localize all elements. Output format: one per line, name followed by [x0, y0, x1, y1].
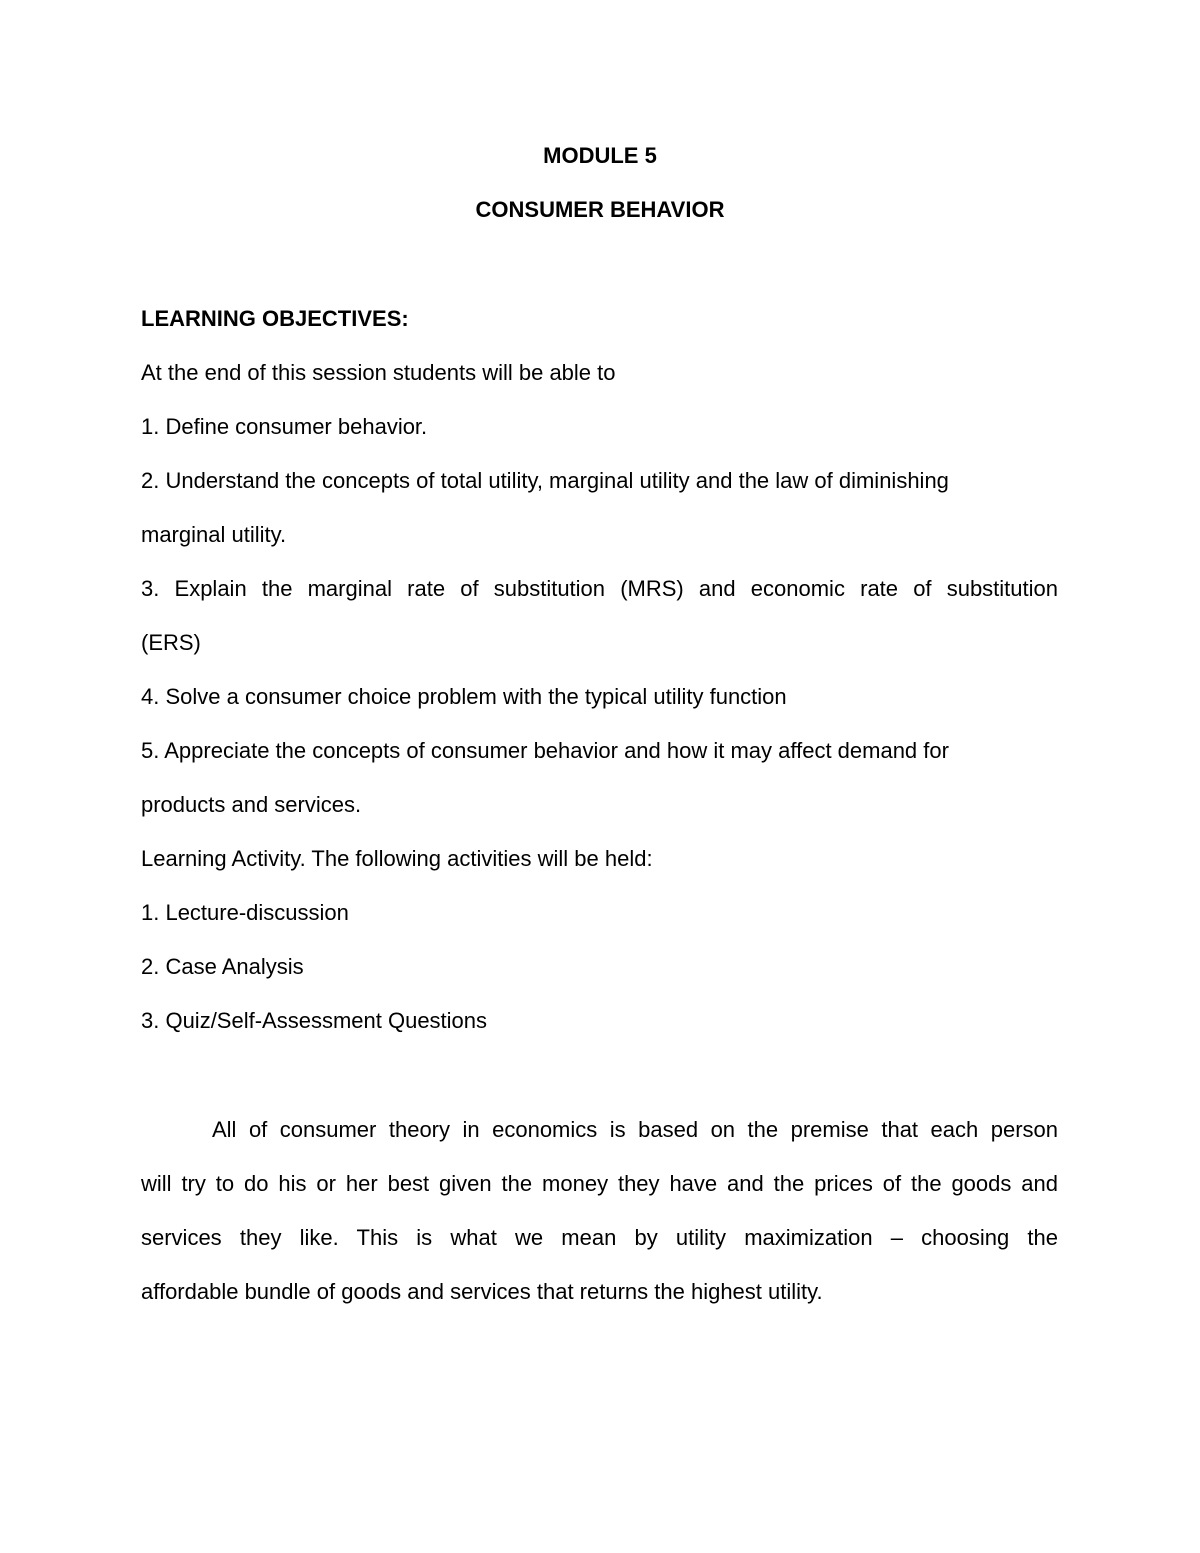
objective-item-continuation: products and services.: [141, 792, 362, 817]
objective-item: 4. Solve a consumer choice problem with the typical utility function: [141, 684, 787, 709]
activity-item: 3. Quiz/Self-Assessment Questions: [141, 1008, 488, 1033]
module-title: MODULE 5: [543, 143, 657, 168]
paragraph-line: All of consumer theory in economics is based on the premise that each person: [212, 1117, 1058, 1142]
objective-item: 3. Explain the marginal rate of substitution (MRS) and economic rate of substitution: [141, 576, 1058, 601]
paragraph-line: will try to do his or her best given the money they have and the prices of the goods and: [141, 1171, 1058, 1196]
objective-item: 1. Define consumer behavior.: [141, 414, 428, 439]
objectives-heading: LEARNING OBJECTIVES:: [141, 306, 409, 331]
objective-item: 5. Appreciate the concepts of consumer behavior and how it may affect demand for: [141, 738, 949, 763]
objective-item-continuation: marginal utility.: [141, 522, 287, 547]
activity-item: 1. Lecture-discussion: [141, 900, 349, 925]
objective-item: 2. Understand the concepts of total utility, marginal utility and the law of diminishing: [141, 468, 949, 493]
activity-item: 2. Case Analysis: [141, 954, 304, 979]
activity-intro: Learning Activity. The following activities will be held:: [141, 846, 653, 871]
paragraph-line: services they like. This is what we mean by utility maximization – choosing the: [141, 1225, 1058, 1250]
objectives-intro: At the end of this session students will be able to: [141, 360, 616, 385]
objective-item-continuation: (ERS): [141, 630, 201, 655]
module-subtitle: CONSUMER BEHAVIOR: [475, 197, 725, 222]
paragraph-line: affordable bundle of goods and services that returns the highest utility.: [141, 1279, 823, 1304]
